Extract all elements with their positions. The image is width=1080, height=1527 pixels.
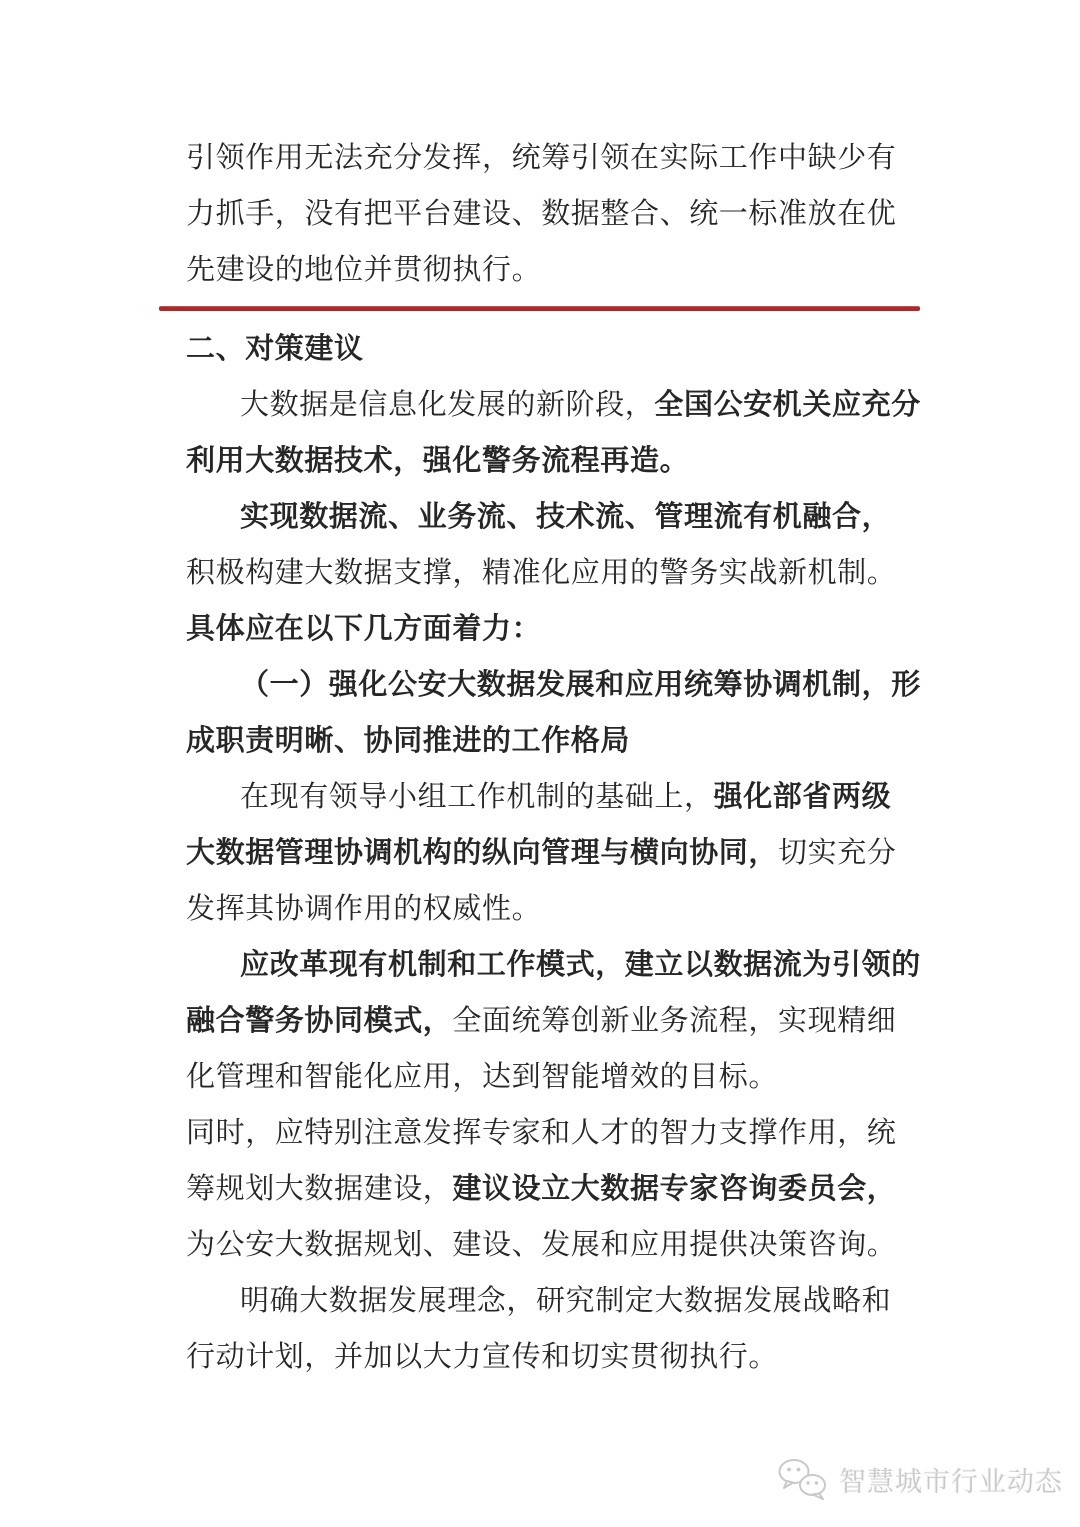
text-line — [186, 601, 931, 657]
text-line — [186, 433, 931, 489]
text-run: 全国公安机关应充分 — [654, 389, 921, 421]
text-run: 成职责明晰、协同推进的工作格局 — [186, 725, 631, 757]
text-run: 应改革现有机制和工作模式，建立以数据流为引领的 — [240, 949, 921, 981]
text-line — [186, 186, 931, 242]
text-line — [186, 1273, 931, 1329]
text-line — [186, 825, 931, 881]
text-line — [186, 242, 931, 298]
text-run: （一）强化公安大数据发展和应用统筹协调机制，形 — [240, 669, 921, 701]
text-line — [186, 1329, 931, 1385]
text-line — [186, 545, 931, 601]
section-heading — [186, 321, 931, 377]
text-run: 为公安大数据规划、建设、发展和应用提供决策咨询。 — [186, 1229, 897, 1261]
text-run: 发挥其协调作用的权威性。 — [186, 893, 542, 925]
brand-watermark — [777, 1458, 1063, 1500]
text-run: 先建设的地位并贯彻执行。 — [186, 254, 542, 286]
text-run: 建议设立大数据专家咨询委员会， — [452, 1173, 897, 1205]
text-run: 引领作用无法充分发挥，统筹引领在实际工作中缺少有 — [186, 142, 897, 174]
text-line — [186, 937, 931, 993]
text-run: 大数据是信息化发展的新阶段， — [240, 389, 655, 421]
text-run: 切实充分 — [778, 837, 897, 869]
text-line — [186, 1105, 931, 1161]
text-run: 力抓手，没有把平台建设、数据整合、统一标准放在优 — [186, 198, 897, 230]
text-run: 积极构建大数据支撑，精准化应用的警务实战新机制。 — [186, 557, 897, 589]
subsection-heading-line — [186, 713, 931, 769]
subsection-heading-line — [186, 657, 931, 713]
text-run: 实现数据流、业务流、技术流、管理流有机融合， — [240, 501, 892, 533]
text-line — [186, 130, 931, 186]
text-run: 利用大数据技术，强化警务流程再造。 — [186, 445, 690, 477]
text-line — [186, 1161, 931, 1217]
text-run: 化管理和智能化应用，达到智能增效的目标。 — [186, 1061, 779, 1093]
text-run: 融合警务协同模式， — [186, 1005, 453, 1037]
text-line — [186, 377, 931, 433]
text-line — [186, 1049, 931, 1105]
text-line — [186, 489, 931, 545]
text-line — [186, 881, 931, 937]
text-line — [186, 769, 931, 825]
text-run: 具体应在以下几方面着力： — [186, 613, 542, 645]
article-body — [186, 130, 931, 1385]
text-line — [186, 1217, 931, 1273]
section-divider — [159, 306, 920, 311]
text-run: 行动计划，并加以大力宣传和切实贯彻执行。 — [186, 1341, 779, 1373]
text-run: 全面统筹创新业务流程，实现精细 — [452, 1005, 897, 1037]
text-run: 同时，应特别注意发挥专家和人才的智力支撑作用，统 — [186, 1117, 897, 1149]
text-line — [186, 993, 931, 1049]
brand-watermark-text: 智慧城市行业动态 — [839, 1466, 1063, 1497]
text-run: 强化部省两级 — [713, 781, 892, 813]
text-run: 大数据管理协调机构的纵向管理与横向协同， — [186, 837, 779, 869]
text-run: 在现有领导小组工作机制的基础上， — [240, 781, 714, 813]
text-run: 明确大数据发展理念，研究制定大数据发展战略和 — [240, 1285, 892, 1317]
text-run: 筹规划大数据建设， — [186, 1173, 453, 1205]
wechat-icon — [777, 1458, 829, 1500]
text-run: 二、对策建议 — [186, 333, 364, 365]
